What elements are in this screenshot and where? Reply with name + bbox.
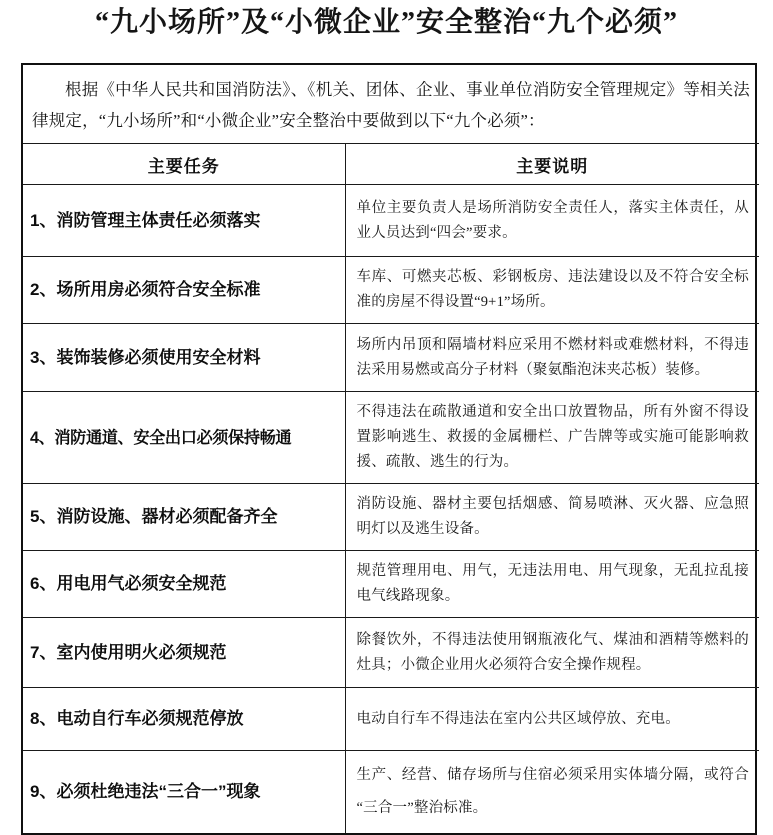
page-title: “九小场所”及“小微企业”安全整治“九个必须” [94, 7, 678, 38]
task-cell-7: 7、室内使用明火必须规范 [23, 618, 345, 688]
task-cell-1: 1、消防管理主体责任必须落实 [23, 185, 345, 257]
table-row [23, 185, 759, 257]
description-cell-9: 生产、经营、储存场所与住宿必须采用实体墙分隔，或符合“三合一”整治标准。 [345, 751, 759, 834]
task-cell-6: 6、用电用气必须安全规范 [23, 551, 345, 618]
description-cell-1: 单位主要负责人是场所消防安全责任人，落实主体责任，从业人员达到“四会”要求。 [345, 185, 759, 257]
task-cell-3: 3、装饰装修必须使用安全材料 [23, 324, 345, 392]
description-cell-5: 消防设施、器材主要包括烟感、简易喷淋、灭火器、应急照明灯以及逃生设备。 [345, 484, 759, 551]
task-cell-4: 4、消防通道、安全出口必须保持畅通 [23, 392, 345, 484]
table-row [23, 392, 759, 484]
table-row [23, 324, 759, 392]
description-cell-2: 车库、可燃夹芯板、彩钢板房、违法建设以及不符合安全标准的房屋不得设置“9+1”场所。 [345, 257, 759, 324]
description-cell-7: 除餐饮外，不得违法使用钢瓶液化气、煤油和酒精等燃料的灶具；小微企业用火必须符合安全操作规程。 [345, 618, 759, 688]
intro-cell [23, 65, 759, 144]
table-row [23, 688, 759, 751]
description-cell-6: 规范管理用电、用气，无违法用电、用气现象，无乱拉乱接电气线路现象。 [345, 551, 759, 618]
description-cell-4: 不得违法在疏散通道和安全出口放置物品，所有外窗不得设置影响逃生、救援的金属栅栏、广告牌等或实施可能影响救援、疏散、逃生的行为。 [345, 392, 759, 484]
table-row [23, 551, 759, 618]
table [23, 65, 759, 833]
table-row [23, 618, 759, 688]
task-cell-2: 2、场所用房必须符合安全标准 [23, 257, 345, 324]
table-row [23, 751, 759, 834]
intro-paragraph: 根据《中华人民共和国消防法》、《机关、团体、企业、事业单位消防安全管理规定》等相关法律规定，“九小场所”和“小微企业”安全整治中要做到以下“九个必须”： [32, 80, 751, 130]
table-row [23, 257, 759, 324]
column-header-task: 主要任务 [23, 144, 345, 185]
description-cell-8: 电动自行车不得违法在室内公共区域停放、充电。 [345, 688, 759, 751]
description-cell-3: 场所内吊顶和隔墙材料应采用不燃材料或难燃材料，不得违法采用易燃或高分子材料（聚氨酯泡沫夹芯板）装修。 [345, 324, 759, 392]
intro-row [23, 65, 759, 144]
table-row [23, 484, 759, 551]
safety-requirements-table [21, 63, 757, 835]
table-header-row [23, 144, 759, 185]
task-cell-5: 5、消防设施、器材必须配备齐全 [23, 484, 345, 551]
task-cell-9: 9、必须杜绝违法“三合一”现象 [23, 751, 345, 834]
column-header-description: 主要说明 [345, 144, 759, 185]
task-cell-8: 8、电动自行车必须规范停放 [23, 688, 345, 751]
